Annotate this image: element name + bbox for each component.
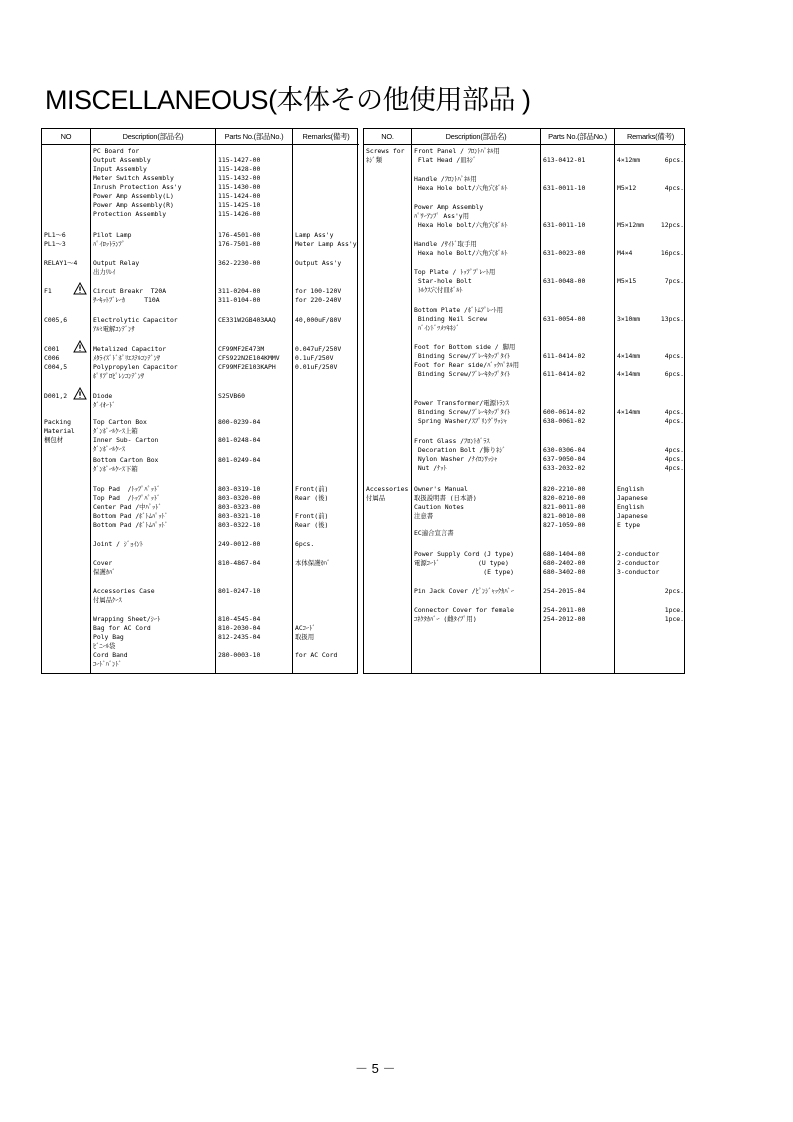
item-number: Packing <box>44 418 71 426</box>
item-number: PL1～6 <box>44 231 66 239</box>
remark-size: M5×12 <box>617 184 637 192</box>
part-number: 176-7501-00 <box>218 240 261 248</box>
description-line: Nylon Washer /ﾅｲﾛﾝﾜｯｼｬ <box>414 455 498 463</box>
header-description: Description(部品名) <box>91 129 216 145</box>
part-number: 631-0054-00 <box>543 315 586 323</box>
description-line: Center Pad /中ﾊﾟｯﾄﾞ <box>93 503 162 511</box>
part-number: 810-4867-04 <box>218 559 261 567</box>
part-number: 115-1426-00 <box>218 210 261 218</box>
description-line: Top Pad /ﾄｯﾌﾟﾊﾟｯﾄﾞ <box>93 485 161 493</box>
description-line: Output Assembly <box>93 156 151 164</box>
part-number: 115-1430-00 <box>218 183 261 191</box>
description-line: ﾋﾞﾆｰﾙ袋 <box>93 642 116 650</box>
item-number: Accessories <box>366 485 409 493</box>
part-number: 631-0011-10 <box>543 221 586 229</box>
part-number: 800-0239-04 <box>218 418 261 426</box>
remark-size: 4×12mm <box>617 156 641 164</box>
description-line: Metalized Capacitor <box>93 345 167 353</box>
item-number: 付属品 <box>366 494 386 502</box>
description-line: Cord Band <box>93 651 128 659</box>
part-number: 637-9050-04 <box>543 455 586 463</box>
description-line: ﾄﾙｸｽ穴付皿ﾎﾞﾙﾄ <box>414 286 463 294</box>
part-number: 600-0614-02 <box>543 408 586 416</box>
description-line: Cover <box>93 559 113 567</box>
item-number: PL1～3 <box>44 240 66 248</box>
part-number: CF99MF2E473M <box>218 345 265 353</box>
description-line: (E type) <box>414 568 515 576</box>
description-line: ｺﾈｸﾀｶﾊﾞｰ (雌ﾀｲﾌﾟ用) <box>414 615 477 623</box>
part-number: 115-1425-10 <box>218 201 261 209</box>
description-line: 注意書 <box>414 512 434 520</box>
remark-quantity: 4pcs. <box>664 352 684 360</box>
warning-icon <box>73 282 87 295</box>
description-line: ﾎﾟﾘﾌﾟﾛﾋﾟﾚﾝｺﾝﾃﾞﾝｻ <box>93 372 145 380</box>
part-number: 280-0003-10 <box>218 651 261 659</box>
remark: 40,000uF/80V <box>295 316 342 324</box>
part-number: 631-0048-00 <box>543 277 586 285</box>
page-number: － 5 － <box>355 1061 396 1076</box>
description-line: Bottom Pad /ﾎﾞﾄﾑﾊﾟｯﾄﾞ <box>93 521 168 529</box>
description-line: PC Board for <box>93 147 140 155</box>
description-line: Pilot Lamp <box>93 231 132 239</box>
description-line: Flat Head /皿ﾈｼﾞ <box>414 156 477 164</box>
part-number: 803-0319-10 <box>218 485 261 493</box>
remark-quantity: 7pcs. <box>664 277 684 285</box>
remark: for 220-240V <box>295 296 342 304</box>
description-line: 出力ﾘﾚｲ <box>93 268 116 276</box>
remark: 0.01uF/250V <box>295 363 338 371</box>
remark-size: M5×12mm <box>617 221 644 229</box>
description-line: Foot for Bottom side / 脚用 <box>414 343 516 351</box>
part-number: 810-4545-04 <box>218 615 261 623</box>
description-line: Bottom Pad /ﾎﾞﾄﾑﾊﾟｯﾄﾞ <box>93 512 168 520</box>
part-number: 311-0204-00 <box>218 287 261 295</box>
description-line: Power Supply Cord (J type) <box>414 550 515 558</box>
description-line: Joint / ｼﾞｮｲﾝﾄ <box>93 540 143 548</box>
parts-table-left <box>41 128 358 674</box>
part-number: 821-0010-00 <box>543 512 586 520</box>
header-parts-no: Parts No.(部品No.) <box>541 129 615 145</box>
remark-size: English <box>617 503 644 511</box>
header-parts-no: Parts No.(部品No.) <box>216 129 293 145</box>
part-number: 115-1427-00 <box>218 156 261 164</box>
part-number: 254-2012-00 <box>543 615 586 623</box>
part-number: 611-0414-02 <box>543 370 586 378</box>
remark-size: 4×14mm <box>617 352 641 360</box>
part-number: 680-1404-00 <box>543 550 586 558</box>
remark: Rear (後) <box>295 521 329 529</box>
part-number: 311-0104-00 <box>218 296 261 304</box>
description-line: Caution Notes <box>414 503 465 511</box>
remark-size: M5×15 <box>617 277 637 285</box>
part-number: 115-1428-00 <box>218 165 261 173</box>
part-number: 803-0323-00 <box>218 503 261 511</box>
remark-size: Japanese <box>617 494 648 502</box>
description-line: Owner's Manual <box>414 485 468 493</box>
item-number: ﾈｼﾞ類 <box>366 156 382 164</box>
part-number: 801-0248-04 <box>218 436 261 444</box>
part-number: 820-2210-00 <box>543 485 586 493</box>
remark-quantity: 1pce. <box>664 615 684 623</box>
description-line: Input Assembly <box>93 165 147 173</box>
part-number: 803-0320-00 <box>218 494 261 502</box>
remark-quantity: 6pcs. <box>664 370 684 378</box>
description-line: Bottom Carton Box <box>93 456 159 464</box>
description-line: Top Plate / ﾄｯﾌﾟﾌﾟﾚｰﾄ用 <box>414 268 496 276</box>
remark-size: 4×14mm <box>617 370 641 378</box>
remark-quantity: 6pcs. <box>664 156 684 164</box>
description-line: Foot for Rear side/ﾊﾞｯｸﾊﾟﾈﾙ用 <box>414 361 520 369</box>
remark: 6pcs. <box>295 540 315 548</box>
description-line: Hexa Hole bolt/六角穴ﾎﾞﾙﾄ <box>414 184 508 192</box>
description-line: ｱﾙﾐ電解ｺﾝﾃﾞﾝｻ <box>93 325 135 333</box>
column-remarks <box>293 145 359 673</box>
page-title: MISCELLANEOUS(本体その他使用部品 ) <box>45 85 531 115</box>
remark: Front(前) <box>295 485 329 493</box>
description-line: ﾀﾞﾝﾎﾞｰﾙｹｰｽ <box>93 445 125 453</box>
remark: Front(前) <box>295 512 329 520</box>
remark-size: 3-conductor <box>617 568 660 576</box>
description-line: Binding Screw/ﾌﾞﾚｰｷﾀｯﾌﾟﾀｲﾄ <box>414 408 511 416</box>
remark-size: 4×14mm <box>617 408 641 416</box>
description-line: ﾀﾞｲｵｰﾄﾞ <box>93 401 116 409</box>
item-number: D001,2 <box>44 392 68 400</box>
part-number: 611-0414-02 <box>543 352 586 360</box>
part-number: 820-0210-00 <box>543 494 586 502</box>
description-line: ﾊﾟｲﾛｯﾄﾗﾝﾌﾟ <box>93 240 125 248</box>
description-line: Polypropylen Capacitor <box>93 363 178 371</box>
remark: for 100-120V <box>295 287 342 295</box>
item-number: C001 <box>44 345 60 353</box>
part-number: 810-2030-04 <box>218 624 261 632</box>
part-number: CE331W2GB403AAQ <box>218 316 276 324</box>
description-line: Circut Breakr T20A <box>93 287 167 295</box>
description-line: Power Transformer/電源ﾄﾗﾝｽ <box>414 399 509 407</box>
part-number: 254-2011-00 <box>543 606 586 614</box>
description-line: Hexa hole Bolt/六角穴ﾎﾞﾙﾄ <box>414 249 508 257</box>
description-line: Front Panel / ﾌﾛﾝﾄﾊﾟﾈﾙ用 <box>414 147 500 155</box>
column-parts-no <box>216 145 293 673</box>
remark: 0.047uF/250V <box>295 345 342 353</box>
remark-quantity: 4pcs. <box>664 446 684 454</box>
description-line: Inner Sub- Carton <box>93 436 159 444</box>
item-number: Screws for <box>366 147 405 155</box>
part-number: 803-0321-10 <box>218 512 261 520</box>
part-number: 630-0306-04 <box>543 446 586 454</box>
item-number: C006 <box>44 354 60 362</box>
remark-size: M4×4 <box>617 249 633 257</box>
item-number: F1 <box>44 287 52 295</box>
description-line: Handle /ｻｲﾄﾞ取手用 <box>414 240 477 248</box>
remark-quantity: 4pcs. <box>664 455 684 463</box>
column-no <box>364 145 412 673</box>
part-number: 254-2015-04 <box>543 587 586 595</box>
description-line: ﾒﾀﾗｲｽﾞﾄﾞﾎﾟﾘｴｽﾃﾙｺﾝﾃﾞﾝｻ <box>93 354 161 362</box>
remark: 取扱用 <box>295 633 315 641</box>
remark: ACｺｰﾄﾞ <box>295 624 316 632</box>
remark-quantity: 13pcs. <box>660 315 684 323</box>
remark-quantity: 12pcs. <box>660 221 684 229</box>
column-no <box>42 145 91 673</box>
description-line: Hexa Hole bolt/六角穴ﾎﾞﾙﾄ <box>414 221 508 229</box>
part-number: 803-0322-10 <box>218 521 261 529</box>
header-remarks: Remarks(備考) <box>615 129 686 145</box>
description-line: Star-hole Bolt <box>414 277 472 285</box>
item-number: C004,5 <box>44 363 68 371</box>
item-number: 梱包材 <box>44 436 64 444</box>
part-number: 631-0023-00 <box>543 249 586 257</box>
description-line: Protection Assembly <box>93 210 167 218</box>
column-parts-no <box>541 145 615 673</box>
description-line: Bottom Plate /ﾎﾞﾄﾑﾌﾟﾚｰﾄ用 <box>414 306 504 314</box>
remark-size: 3×10mm <box>617 315 641 323</box>
description-line: 付属品ｹｰｽ <box>93 596 122 604</box>
description-line: Accessories Case <box>93 587 155 595</box>
description-line: Top Pad /ﾄｯﾌﾟﾊﾟｯﾄﾞ <box>93 494 161 502</box>
description-line: 取扱説明書 (日本語) <box>414 494 477 502</box>
remark: Lamp Ass'y <box>295 231 334 239</box>
item-number: RELAY1～4 <box>44 259 78 267</box>
remark-quantity: 4pcs. <box>664 417 684 425</box>
description-line: Power Amp Assembly(L) <box>93 192 174 200</box>
remark: Rear (後) <box>295 494 329 502</box>
description-line: 電源ｺｰﾄﾞ (U type) <box>414 559 509 567</box>
remark-quantity: 2pcs. <box>664 587 684 595</box>
part-number: 801-0247-10 <box>218 587 261 595</box>
part-number: 680-2402-00 <box>543 559 586 567</box>
header-no: NO. <box>364 129 412 145</box>
description-line: Connector Cover for female <box>414 606 515 614</box>
part-number: 812-2435-04 <box>218 633 261 641</box>
description-line: Binding Screw/ﾌﾞﾚｰｷﾀｯﾌﾟﾀｲﾄ <box>414 352 511 360</box>
description-line: ﾀﾞﾝﾎﾞｰﾙｹｰｽ下箱 <box>93 465 138 473</box>
description-line: Bag for AC Cord <box>93 624 151 632</box>
remark-size: 2-conductor <box>617 559 660 567</box>
description-line: Power Amp Assembly(R) <box>93 201 174 209</box>
description-line: ｻｰｷｯﾄﾌﾞﾚｰｶ T10A <box>93 296 160 304</box>
description-line: Pin Jack Cover /ﾋﾟﾝｼﾞｬｯｸｶﾊﾞｰ <box>414 587 514 595</box>
remark: for AC Cord <box>295 651 338 659</box>
description-line: Poly Bag <box>93 633 124 641</box>
part-number: 638-0061-02 <box>543 417 586 425</box>
part-number: 827-1059-00 <box>543 521 586 529</box>
remark-size: Japanese <box>617 512 648 520</box>
description-line: Handle /ﾌﾛﾝﾄﾊﾟﾈﾙ用 <box>414 175 477 183</box>
remark: Meter Lamp Ass'y <box>295 240 357 248</box>
remark-quantity: 4pcs. <box>664 408 684 416</box>
description-line: Decoration Bolt /飾りﾈｼﾞ <box>414 446 506 454</box>
remark-size: 2-conductor <box>617 550 660 558</box>
description-line: ﾊﾞｲﾝﾄﾞﾂﾒﾂｷﾈｼﾞ <box>414 324 460 332</box>
warning-icon <box>73 340 87 353</box>
description-line: ｺｰﾄﾞﾊﾞﾝﾄﾞ <box>93 660 122 668</box>
part-number: 249-0012-00 <box>218 540 261 548</box>
remark-size: E type <box>617 521 641 529</box>
description-line: Top Carton Box <box>93 418 147 426</box>
description-line: EC適合宣言書 <box>414 529 454 537</box>
header-no: NO <box>42 129 91 145</box>
description-line: Inrush Protection Ass'y <box>93 183 182 191</box>
item-number: Material <box>44 427 75 435</box>
description-line: Output Relay <box>93 259 140 267</box>
remark: Output Ass'y <box>295 259 342 267</box>
part-number: 680-3402-00 <box>543 568 586 576</box>
column-remarks <box>615 145 686 673</box>
part-number: 115-1432-00 <box>218 174 261 182</box>
remark-size: English <box>617 485 644 493</box>
remark-quantity: 4pcs. <box>664 184 684 192</box>
description-line: Nut /ﾅｯﾄ <box>414 464 447 472</box>
description-line: Binding Screw/ﾌﾞﾚｰｷﾀｯﾌﾟﾀｲﾄ <box>414 370 511 378</box>
description-line: Front Glass /ﾌﾛﾝﾄｶﾞﾗｽ <box>414 437 490 445</box>
description-line: ﾀﾞﾝﾎﾞｰﾙｹｰｽ上箱 <box>93 427 138 435</box>
remark: 本体保護ｶﾊﾞ <box>295 559 331 567</box>
part-number: 801-0249-04 <box>218 456 261 464</box>
description-line: Spring Washer/ｽﾌﾟﾘﾝｸﾞﾜｯｼｬ <box>414 417 507 425</box>
item-number: C005,6 <box>44 316 68 324</box>
part-number: 613-0412-01 <box>543 156 586 164</box>
part-number: 631-0011-10 <box>543 184 586 192</box>
column-description <box>412 145 541 673</box>
warning-icon <box>73 387 87 400</box>
column-description <box>91 145 216 673</box>
header-remarks: Remarks(備考) <box>293 129 359 145</box>
part-number: 821-0011-00 <box>543 503 586 511</box>
part-number: 362-2230-00 <box>218 259 261 267</box>
part-number: CF99MF2E103KAPH <box>218 363 276 371</box>
description-line: Electrolytic Capacitor <box>93 316 178 324</box>
remark-quantity: 4pcs. <box>664 464 684 472</box>
part-number: 115-1424-00 <box>218 192 261 200</box>
header-description: Description(部品名) <box>412 129 541 145</box>
parts-table-right <box>363 128 685 674</box>
remark-quantity: 16pcs. <box>660 249 684 257</box>
part-number: 176-4501-00 <box>218 231 261 239</box>
description-line: Binding Neil Screw <box>414 315 488 323</box>
description-line: Diode <box>93 392 113 400</box>
description-line: Power Amp Assembly <box>414 203 484 211</box>
remark-quantity: 1pce. <box>664 606 684 614</box>
description-line: 保護ｶﾊﾞ <box>93 568 116 576</box>
description-line: ﾊﾟﾜｰｱﾝﾌﾟ Ass'y用 <box>414 212 470 220</box>
part-number: S25VB60 <box>218 392 245 400</box>
remark: 0.1uF/250V <box>295 354 334 362</box>
part-number: 633-2032-02 <box>543 464 586 472</box>
description-line: Meter Switch Assembly <box>93 174 174 182</box>
description-line: Wrapping Sheet/ｼｰﾄ <box>93 615 161 623</box>
part-number: CFS922N2E104KMMV <box>218 354 280 362</box>
